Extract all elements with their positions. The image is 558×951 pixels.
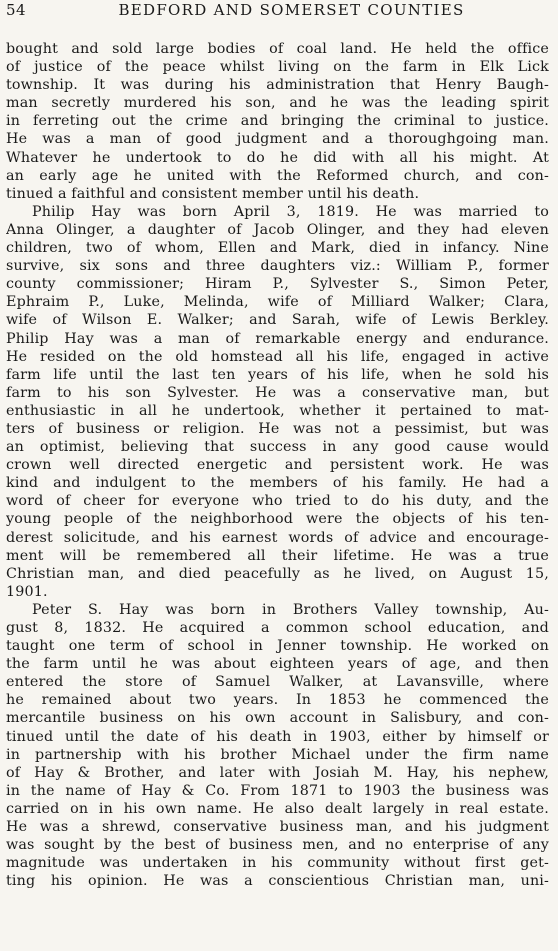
- text-line: 1901.: [6, 583, 48, 600]
- text-line: ting his opinion. He was a conscientious Christian man, uni-: [6, 873, 549, 890]
- text-line: gust 8, 1832. He acquired a common school education, and: [6, 620, 549, 636]
- text-line: tinued until the date of his death in 1903, either by himself or: [6, 728, 549, 745]
- text-line: entered the store of Samuel Walker, at Lavansville, where: [6, 674, 549, 691]
- text-line: Christian man, and died peacefully as he lived, on August 15,: [6, 565, 549, 582]
- body-text: [6, 40, 549, 890]
- text-line: an early age he united with the Reformed church, and con-: [6, 167, 549, 184]
- text-line: Anna Olinger, a daughter of Jacob Olinger, and they had eleven: [6, 221, 549, 238]
- text-line: township. It was during his administration that Henry Baugh-: [6, 77, 549, 94]
- running-title: BEDFORD AND SOMERSET COUNTIES: [118, 1, 465, 19]
- text-line: young people of the neighborhood were the objects of his ten-: [6, 511, 549, 528]
- page-number: 54: [6, 1, 27, 19]
- text-line: crown well directed energetic and persistent work. He was: [6, 457, 549, 474]
- text-line: Philip Hay was a man of remarkable energy and endurance.: [6, 330, 549, 347]
- text-line: ters of business or religion. He was not a pessimist, but was: [6, 420, 549, 437]
- paragraph: [6, 40, 549, 203]
- text-line: in partnership with his brother Michael under the firm name: [6, 746, 549, 763]
- text-line: magnitude was undertaken in his community without first get-: [6, 855, 549, 872]
- text-line: Philip Hay was born April 3, 1819. He was married to: [32, 203, 549, 220]
- text-line: carried on in his own name. He also dealt largely in real estate.: [6, 800, 549, 817]
- text-line: taught one term of school in Jenner township. He worked on: [6, 638, 549, 655]
- text-line: Whatever he undertook to do he did with all his might. At: [6, 149, 549, 166]
- text-line: He was a shrewd, conservative business man, and his judgment: [6, 819, 549, 836]
- text-line: in the name of Hay & Co. From 1871 to 1903 the business was: [6, 782, 549, 799]
- text-line: tinued a faithful and consistent member until his death.: [6, 185, 420, 202]
- text-line: children, two of whom, Ellen and Mark, died in infancy. Nine: [6, 240, 549, 257]
- text-line: He was a man of good judgment and a thoroughgoing man.: [6, 131, 549, 148]
- text-line: survive, six sons and three daughters viz.: William P., former: [6, 258, 549, 275]
- text-line: was sought by the best of business men, and no enterprise of any: [6, 837, 549, 854]
- text-line: farm to his son Sylvester. He was a conservative man, but: [6, 384, 549, 401]
- text-line: of Hay & Brother, and later with Josiah M. Hay, his nephew,: [6, 764, 549, 781]
- text-line: in ferreting out the crime and bringing the criminal to justice.: [6, 113, 549, 130]
- text-line: Peter S. Hay was born in Brothers Valley township, Au-: [32, 601, 549, 618]
- text-line: Ephraim P., Luke, Melinda, wife of Milliard Walker; Clara,: [6, 294, 549, 311]
- text-line: bought and sold large bodies of coal land. He held the office: [6, 41, 549, 57]
- page-header: [6, 0, 549, 40]
- text-line: the farm until he was about eighteen years of age, and then: [6, 656, 549, 673]
- text-line: word of cheer for everyone who tried to do his duty, and the: [6, 493, 549, 510]
- paragraph: [6, 601, 549, 891]
- text-line: mercantile business on his own account in Salisbury, and con-: [6, 710, 549, 727]
- paragraph: [6, 203, 549, 601]
- text-line: farm life until the last ten years of his life, when he sold his: [6, 366, 549, 383]
- text-line: wife of Wilson E. Walker; and Sarah, wife of Lewis Berkley.: [6, 312, 549, 329]
- text-line: of justice of the peace whilst living on the farm in Elk Lick: [6, 59, 549, 76]
- text-line: enthusiastic in all he undertook, whether it pertained to mat-: [6, 402, 549, 419]
- text-line: He resided on the old homstead all his life, engaged in active: [6, 348, 549, 365]
- text-line: ment will be remembered all their lifetime. He was a true: [6, 547, 549, 564]
- text-line: derest solicitude, and his earnest words of advice and encourage-: [6, 529, 549, 546]
- text-line: kind and indulgent to the members of his family. He had a: [6, 475, 549, 492]
- text-line: county commissioner; Hiram P., Sylvester S., Simon Peter,: [6, 276, 549, 293]
- text-line: he remained about two years. In 1853 he commenced the: [6, 692, 549, 709]
- text-line: man secretly murdered his son, and he was the leading spirit: [6, 95, 549, 112]
- text-line: an optimist, believing that success in any good cause would: [6, 439, 549, 456]
